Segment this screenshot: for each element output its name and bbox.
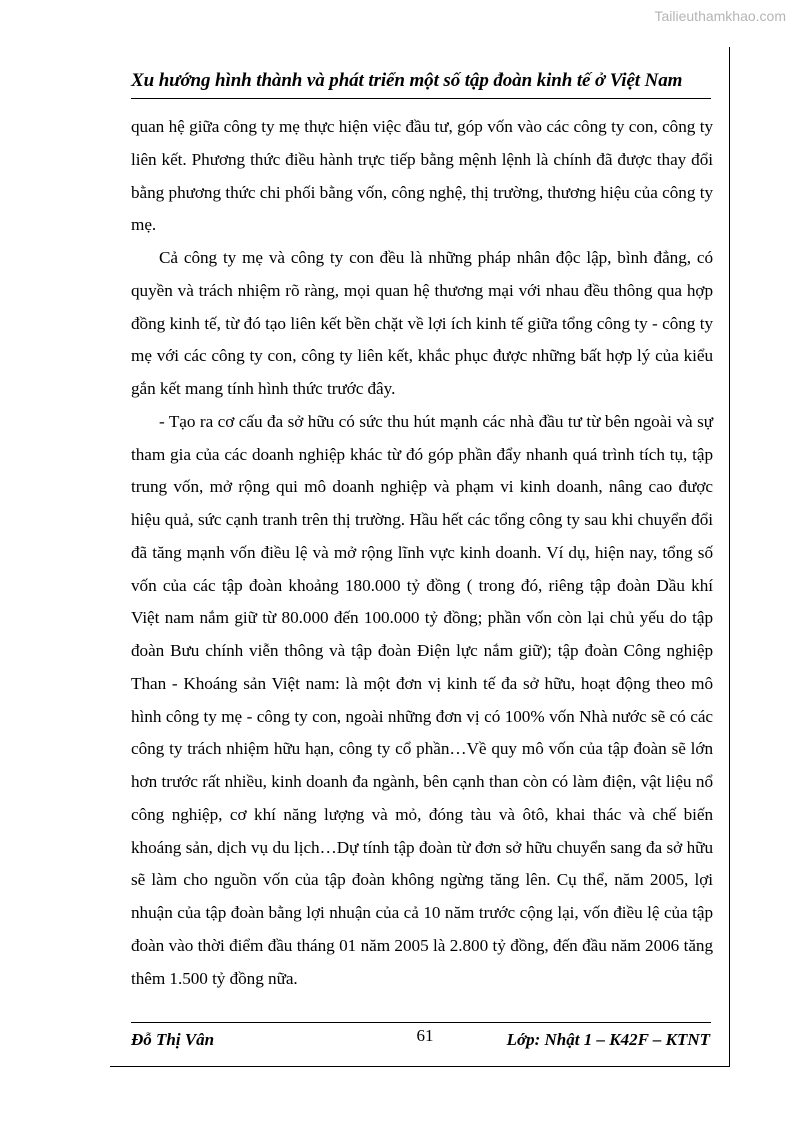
paragraph-bullet: - Tạo ra cơ cấu đa sở hữu có sức thu hút mạnh các nhà đầu tư từ bên ngoài và sự tham gia của các doanh nghiệp khác từ đó góp phần đẩy nhanh quá trình tích tụ, tập trung vốn, mở rộng qui mô doanh nghiệp và phạm vi kinh doanh, nâng cao được hiệu quả, sức cạnh tranh trên thị trường. Hầu hết các tổng công ty sau khi chuyển đổi đã tăng mạnh vốn điều lệ và mở rộng lĩnh vực kinh doanh. Ví dụ, hiện nay, tổng số vốn của các tập đoàn khoảng 180.000 tỷ đồng ( trong đó, riêng tập đoàn Dầu khí Việt nam nắm giữ từ 80.000 đến 100.000 tỷ đồng; phần vốn còn lại chủ yếu do tập đoàn Bưu chính viễn thông và tập đoàn Điện lực nắm giữ); tập đoàn Công nghiệp Than - Khoáng sản Việt nam: là một đơn vị kinh tế đa sở hữu, hoạt động theo mô hình công ty mẹ - công ty con, ngoài những đơn vị có 100% vốn Nhà nước sẽ có các công ty trách nhiệm hữu hạn, công ty cổ phần…Về quy mô vốn của tập đoàn sẽ lớn hơn trước rất nhiều, kinh doanh đa ngành, bên cạnh than còn có làm điện, vật liệu nổ công nghiệp, cơ khí năng lượng và mỏ, đóng tàu và ôtô, khai thác và chế biến khoáng sản, dịch vụ du lịch…Dự tính tập đoàn từ đơn sở hữu chuyển sang đa sở hữu sẽ làm cho nguồn vốn của tập đoàn không ngừng tăng lên. Cụ thể, năm 2005, lợi nhuận của tập đoàn bằng lợi nhuận của cả 10 năm trước cộng lại, vốn điều lệ của tập đoàn vào thời điểm đầu tháng 01 năm 2005 là 2.800 tỷ đồng, đến đầu năm 2006 tăng thêm 1.500 tỷ đồng nữa. — [131, 411, 713, 988]
paragraph-continuation: quan hệ giữa công ty mẹ thực hiện việc đầu tư, góp vốn vào các công ty con, công ty liên kết. Phương thức điều hành trực tiếp bằng mệnh lệnh là chính đã được thay đổi bằng phương thức chi phối bằng vốn, công nghệ, thị trường, thương hiệu của công ty mẹ. — [131, 117, 713, 235]
watermark: Tailieuthamkhao.com — [654, 8, 786, 24]
document-body — [131, 111, 713, 995]
footer-author: Đỗ Thị Vân — [131, 1030, 215, 1049]
page-header-title: Xu hướng hình thành và phát triển một số tập đoàn kinh tế ở Việt Nam — [131, 70, 683, 91]
footer-divider — [131, 1022, 711, 1023]
page-number: 61 — [416, 1026, 434, 1045]
footer-class-info: Lớp: Nhật 1 – K42F – KTNT — [506, 1030, 710, 1049]
header-divider — [131, 98, 711, 99]
paragraph: Cả công ty mẹ và công ty con đều là những pháp nhân độc lập, bình đẳng, có quyền và trách nhiệm rõ ràng, mọi quan hệ thương mại với nhau đều thông qua hợp đồng kinh tế, từ đó tạo liên kết bền chặt về lợi ích kinh tế giữa tổng công ty - công ty mẹ với các công ty con, công ty liên kết, khắc phục được những bất hợp lý của kiểu gắn kết mang tính hình thức trước đây. — [131, 248, 713, 398]
